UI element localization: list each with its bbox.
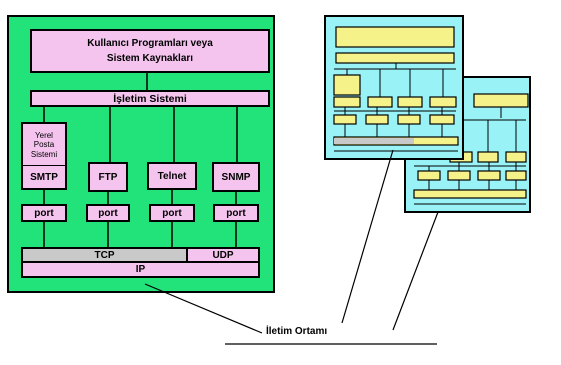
transmission-medium-label: İletim Ortamı — [266, 325, 328, 337]
port-snmp: port — [213, 204, 259, 222]
ip-bar: IP — [21, 261, 260, 278]
tcp-bar: TCP — [21, 247, 188, 263]
operating-system-bar: İşletim Sistemi — [30, 90, 270, 107]
port-ftp: port — [86, 204, 130, 222]
udp-bar: UDP — [186, 247, 260, 263]
port-smtp: port — [21, 204, 67, 222]
user-programs-box: Kullanıcı Programları veya Sistem Kaynakları — [30, 29, 270, 73]
app-ftp: FTP — [88, 162, 128, 192]
app-snmp: SNMP — [212, 162, 260, 192]
app-telnet: Telnet — [147, 162, 197, 190]
app-smtp: SMTP — [30, 171, 58, 183]
port-telnet: port — [149, 204, 195, 222]
local-mail-system-label: Yerel Posta Sistemi — [30, 130, 58, 159]
